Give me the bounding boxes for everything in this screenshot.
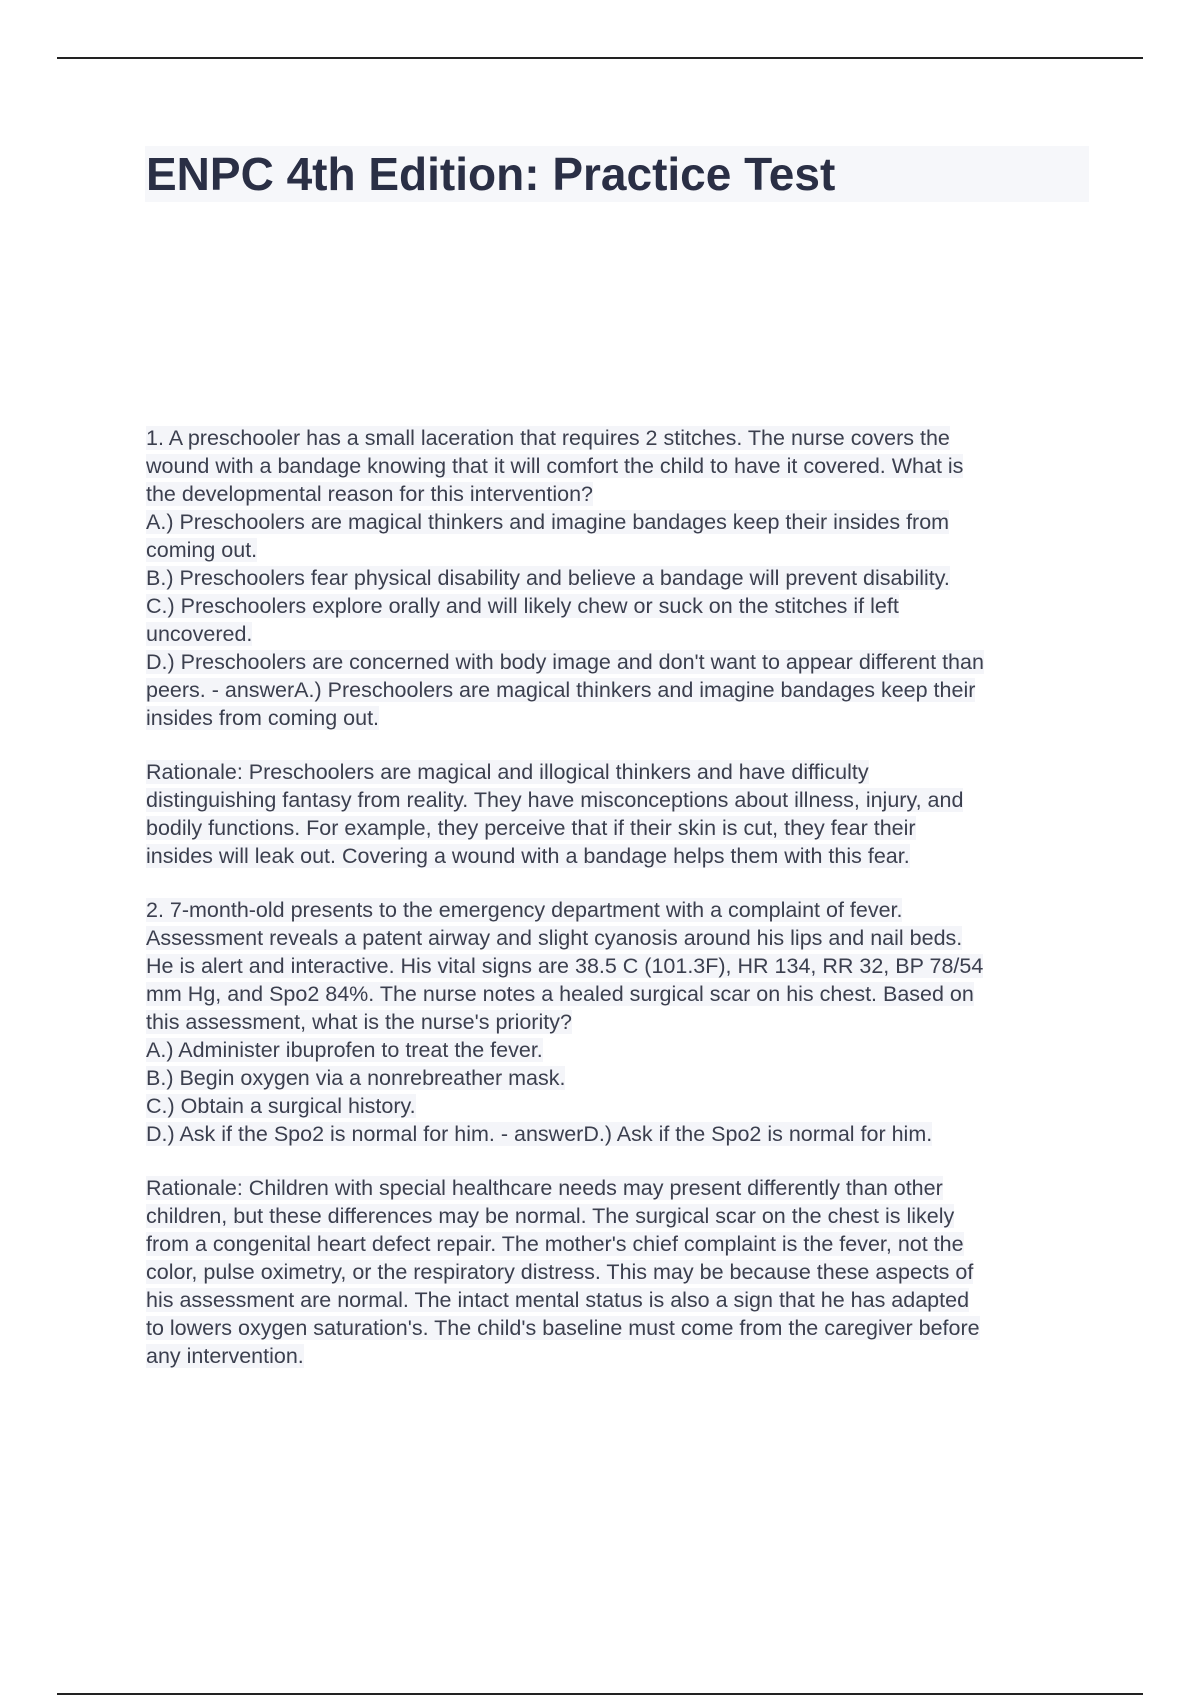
rationale-line: Rationale: Children with special healthcare needs may present differently than other bbox=[146, 1176, 943, 1200]
question-2-options bbox=[146, 1036, 1096, 1148]
question-1-options bbox=[146, 508, 1096, 732]
text-line: He is alert and interactive. His vital signs are 38.5 C (101.3F), HR 134, RR 32, BP 78/54 bbox=[146, 954, 984, 978]
paragraph-gap bbox=[146, 870, 1096, 896]
option-line: B.) Preschoolers fear physical disability and believe a bandage will prevent disability. bbox=[146, 566, 950, 590]
paragraph-gap bbox=[146, 1148, 1096, 1174]
answer-line: D.) Ask if the Spo2 is normal for him. - answerD.) Ask if the Spo2 is normal for him. bbox=[146, 1122, 933, 1146]
rationale-line: to lowers oxygen saturation's. The child's baseline must come from the caregiver before bbox=[146, 1316, 980, 1340]
question-1 bbox=[146, 424, 1096, 870]
paragraph-gap bbox=[146, 732, 1096, 758]
question-2 bbox=[146, 896, 1096, 1370]
rationale-line: bodily functions. For example, they perceive that if their skin is cut, they fear their bbox=[146, 816, 916, 840]
rationale-line: insides will leak out. Covering a wound with a bandage helps them with this fear. bbox=[146, 844, 910, 868]
document-title: ENPC 4th Edition: Practice Test bbox=[146, 148, 836, 200]
option-line: D.) Preschoolers are concerned with body image and don't want to appear different than bbox=[146, 650, 984, 674]
question-1-stem bbox=[146, 424, 1096, 508]
answer-line: insides from coming out. bbox=[146, 706, 380, 730]
rationale-line: children, but these differences may be normal. The surgical scar on the chest is likely bbox=[146, 1204, 955, 1228]
option-line: C.) Obtain a surgical history. bbox=[146, 1094, 416, 1118]
top-rule bbox=[57, 57, 1143, 59]
answer-line: peers. - answerA.) Preschoolers are magical thinkers and imagine bandages keep their bbox=[146, 678, 976, 702]
text-line: mm Hg, and Spo2 84%. The nurse notes a healed surgical scar on his chest. Based on bbox=[146, 982, 974, 1006]
text-line: Assessment reveals a patent airway and slight cyanosis around his lips and nail beds. bbox=[146, 926, 963, 950]
text-line: 1. A preschooler has a small laceration that requires 2 stitches. The nurse covers the bbox=[146, 426, 950, 450]
text-line: 2. 7-month-old presents to the emergency department with a complaint of fever. bbox=[146, 898, 903, 922]
option-line: B.) Begin oxygen via a nonrebreather mask. bbox=[146, 1066, 566, 1090]
option-line: A.) Administer ibuprofen to treat the fever. bbox=[146, 1038, 543, 1062]
option-line: A.) Preschoolers are magical thinkers and imagine bandages keep their insides from bbox=[146, 510, 950, 534]
question-2-rationale bbox=[146, 1174, 1096, 1370]
rationale-line: his assessment are normal. The intact mental status is also a sign that he has adapted bbox=[146, 1288, 970, 1312]
rationale-line: color, pulse oximetry, or the respiratory distress. This may be because these aspects of bbox=[146, 1260, 974, 1284]
text-line: the developmental reason for this intervention? bbox=[146, 482, 593, 506]
text-line: this assessment, what is the nurse's priority? bbox=[146, 1010, 572, 1034]
text-line: wound with a bandage knowing that it will comfort the child to have it covered. What is bbox=[146, 454, 964, 478]
document-body bbox=[146, 424, 1096, 1370]
bottom-rule bbox=[57, 1693, 1143, 1695]
rationale-line: any intervention. bbox=[146, 1344, 304, 1368]
rationale-line: Rationale: Preschoolers are magical and illogical thinkers and have difficulty bbox=[146, 760, 869, 784]
rationale-line: from a congenital heart defect repair. The mother's chief complaint is the fever, not the bbox=[146, 1232, 964, 1256]
option-line: coming out. bbox=[146, 538, 258, 562]
option-line: uncovered. bbox=[146, 622, 253, 646]
rationale-line: distinguishing fantasy from reality. They have misconceptions about illness, injury, and bbox=[146, 788, 964, 812]
option-line: C.) Preschoolers explore orally and will likely chew or suck on the stitches if left bbox=[146, 594, 899, 618]
question-2-stem bbox=[146, 896, 1096, 1036]
question-1-rationale bbox=[146, 758, 1096, 870]
